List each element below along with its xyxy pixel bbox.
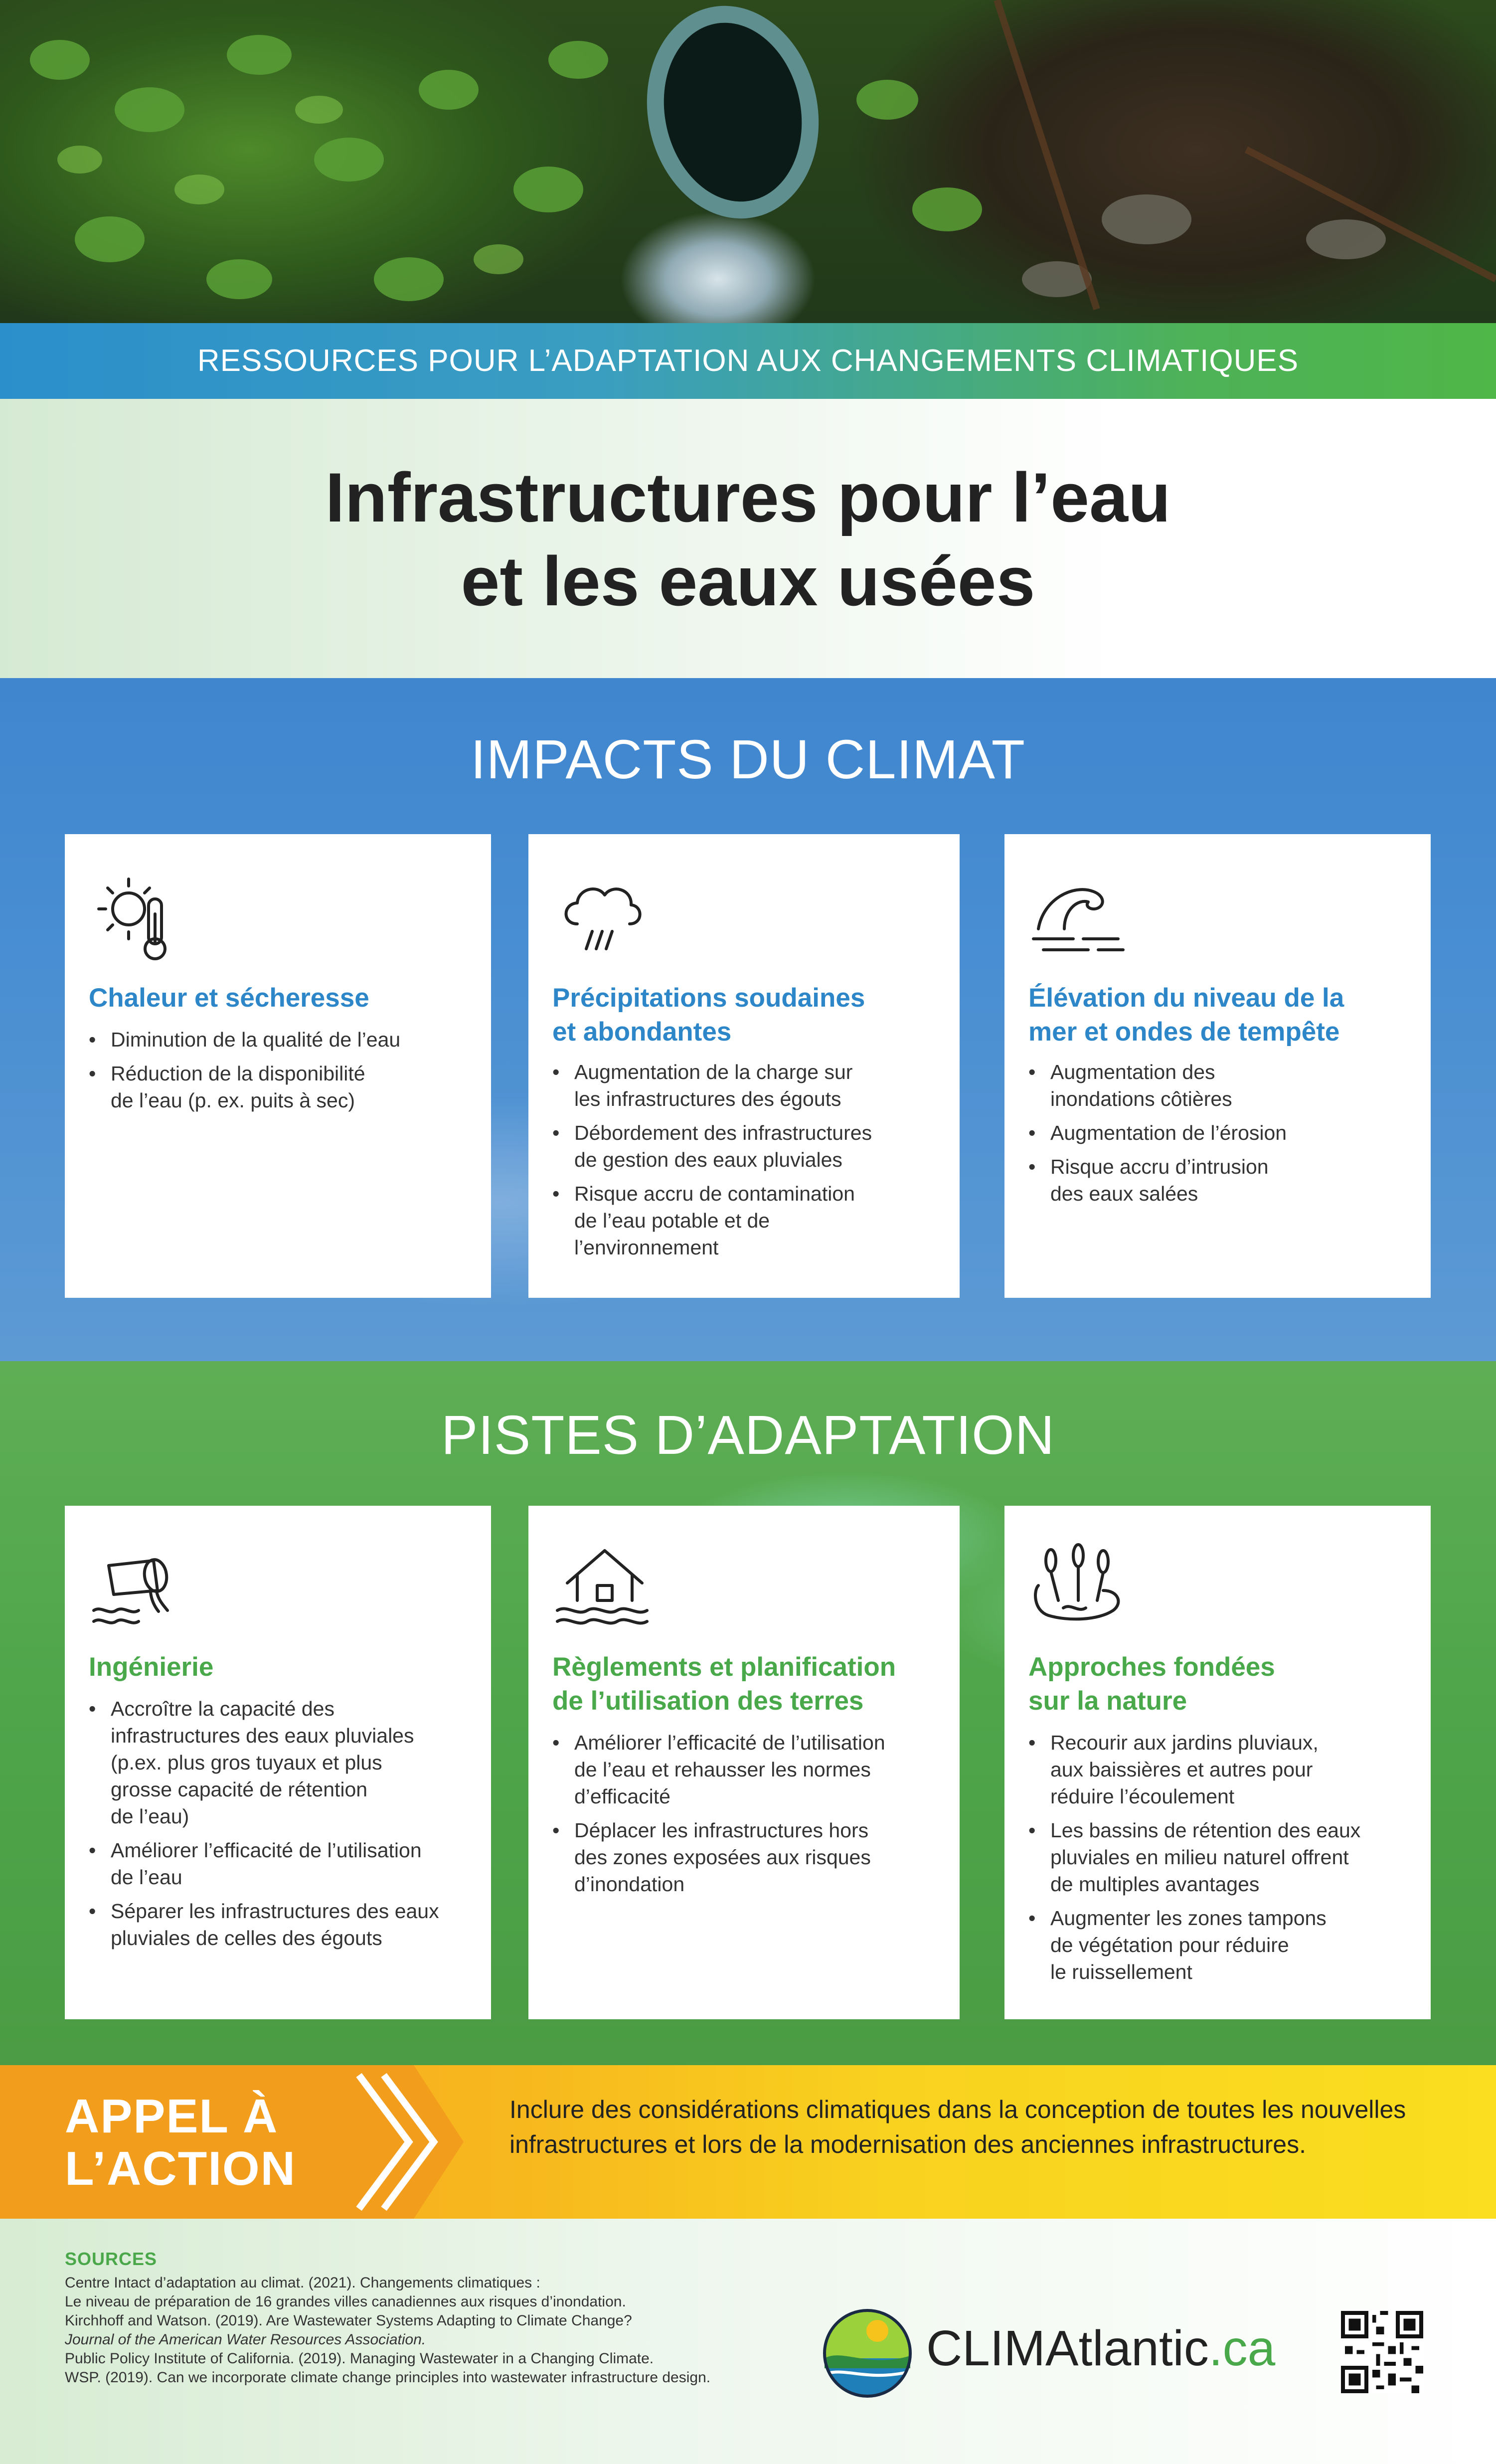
wetland-cattail-icon — [1028, 1536, 1128, 1635]
source-line: Journal of the American Water Resources Association. — [65, 2331, 426, 2348]
hero-photo — [0, 0, 1496, 323]
card-title-line1: Approches fondées — [1028, 1652, 1275, 1682]
impact-card-list — [1028, 1058, 1411, 1214]
adaptation-card-list — [1028, 1729, 1411, 1992]
card-title-line1: Ingénierie — [89, 1652, 214, 1682]
adaptation-card-title — [1028, 1650, 1411, 1718]
impact-card-title — [552, 981, 940, 1049]
list-item: • Diminution de la qualité de l’eau — [89, 1026, 471, 1053]
adaptation-card-title — [89, 1650, 471, 1684]
list-item: • Recourir aux jardins pluviaux, aux baissières et autres pour réduire l’écoulement — [1028, 1729, 1411, 1810]
impact-card-sea-level — [1004, 834, 1431, 1298]
cta-heading-line1: APPEL À — [65, 2090, 279, 2143]
impact-card-list — [89, 1026, 471, 1121]
logo-tld: .ca — [1208, 2320, 1276, 2376]
source-line: Le niveau de préparation de 16 grandes villes canadiennes aux risques d’inondation. — [65, 2293, 626, 2310]
list-item: • Les bassins de rétention des eaux pluviales en milieu naturel offrent de multiples avantages — [1028, 1817, 1411, 1898]
qr-code-icon[interactable] — [1341, 2311, 1423, 2393]
logo-wordmark — [926, 2320, 1276, 2376]
impact-card-precipitation — [528, 834, 960, 1298]
sources-heading: SOURCES — [65, 2249, 158, 2269]
card-title-line2: sur la nature — [1028, 1686, 1187, 1716]
cta-text: Inclure des considérations climatiques dans la conception de toutes les nouvelles infrastructures et lors de la modernisation des anciennes infrastructures. — [509, 2096, 1406, 2158]
title-section — [0, 399, 1496, 678]
list-item: • Augmentation de l’érosion — [1028, 1119, 1411, 1146]
page-title-line2: et les eaux usées — [461, 542, 1035, 620]
list-item: • Réduction de la disponibilité de l’eau (p. ex. puits à sec) — [89, 1060, 471, 1114]
climatlantic-logo-icon — [823, 2308, 912, 2398]
adaptation-section — [0, 1361, 1496, 2065]
card-title-line2: et abondantes — [552, 1017, 732, 1047]
logo-name: CLIMAtlantic — [926, 2320, 1209, 2376]
adaptation-card-list — [89, 1695, 471, 1958]
list-item: • Déplacer les infrastructures hors des zones exposées aux risques d’inondation — [552, 1817, 940, 1898]
wave-icon — [1028, 864, 1128, 964]
list-item: • Améliorer l’efficacité de l’utilisation de l’eau et rehausser les normes d’efficacité — [552, 1729, 940, 1810]
card-title-line2: de l’utilisation des terres — [552, 1686, 864, 1716]
impact-card-list — [552, 1058, 940, 1268]
adaptation-card-nature — [1004, 1506, 1431, 2019]
card-title-line1: Précipitations soudaines — [552, 983, 865, 1013]
chevron-arrow-icon — [349, 2065, 464, 2219]
impact-card-heat — [65, 834, 491, 1298]
climate-impacts-section — [0, 678, 1496, 1361]
cta-heading-line2: L’ACTION — [65, 2142, 296, 2195]
adaptation-card-regulations — [528, 1506, 960, 2019]
list-item: • Séparer les infrastructures des eaux pluviales de celles des égouts — [89, 1898, 471, 1951]
list-item: • Risque accru de contamination de l’eau potable et de l’environnement — [552, 1180, 940, 1261]
adaptation-heading: PISTES D’ADAPTATION — [441, 1405, 1055, 1466]
rain-cloud-icon — [552, 864, 652, 964]
impacts-heading: IMPACTS DU CLIMAT — [471, 729, 1025, 790]
page-title-line1: Infrastructures pour l’eau — [325, 458, 1171, 536]
impact-card-title — [1028, 981, 1411, 1049]
list-item: • Augmentation des inondations côtières — [1028, 1058, 1411, 1112]
heat-thermometer-icon — [89, 864, 188, 964]
adaptation-card-engineering — [65, 1506, 491, 2019]
list-item: • Améliorer l’efficacité de l’utilisation de l’eau — [89, 1837, 471, 1891]
foliage-decoration — [0, 0, 1496, 323]
card-title-line1: Règlements et planification — [552, 1652, 896, 1682]
card-title-line1: Élévation du niveau de la — [1028, 983, 1344, 1013]
footer — [0, 2219, 1496, 2464]
flooded-house-icon — [552, 1536, 652, 1635]
source-line: Public Policy Institute of California. (2019). Managing Wastewater in a Changing Climate. — [65, 2350, 654, 2367]
card-title-line2: mer et ondes de tempête — [1028, 1017, 1340, 1047]
card-title-line1: Chaleur et sécheresse — [89, 983, 369, 1013]
list-item: • Augmenter les zones tampons de végétation pour réduire le ruissellement — [1028, 1905, 1411, 1985]
source-line: Kirchhoff and Watson. (2019). Are Wastewater Systems Adapting to Climate Change? — [65, 2312, 632, 2329]
impact-card-title — [89, 981, 471, 1015]
adaptation-card-list — [552, 1729, 940, 1905]
call-to-action — [0, 2065, 1496, 2219]
list-item: • Accroître la capacité des infrastructures des eaux pluviales (p.ex. plus gros tuyaux et plus grosse capacité de rétention de l’eau) — [89, 1695, 471, 1830]
banner-label: RESSOURCES POUR L’ADAPTATION AUX CHANGEMENTS CLIMATIQUES — [197, 344, 1299, 378]
source-line: Centre Intact d’adaptation au climat. (2021). Changements climatiques : — [65, 2275, 540, 2291]
adaptation-card-title — [552, 1650, 940, 1718]
source-line: WSP. (2019). Can we incorporate climate change principles into wastewater infrastructure design. — [65, 2369, 711, 2386]
pipe-outflow-icon — [89, 1536, 188, 1635]
list-item: • Risque accru d’intrusion des eaux salées — [1028, 1153, 1411, 1207]
list-item: • Débordement des infrastructures de gestion des eaux pluviales — [552, 1119, 940, 1173]
resources-banner — [0, 323, 1496, 399]
list-item: • Augmentation de la charge sur les infrastructures des égouts — [552, 1058, 940, 1112]
